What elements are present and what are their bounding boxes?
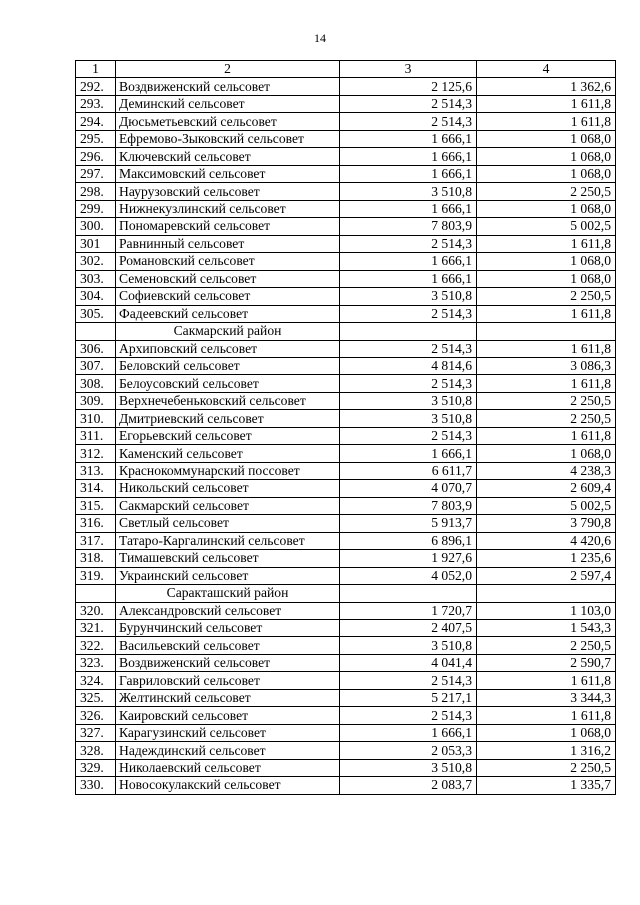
row-name: Нижнекузлинский сельсовет [116,200,340,217]
column-header: 1 [76,61,116,78]
row-value-col3: 2 083,7 [340,777,477,794]
table-row [76,305,616,322]
row-name: Новосокулакский сельсовет [116,777,340,794]
row-number: 327. [76,724,116,741]
table-row [76,445,616,462]
row-value-col4: 2 250,5 [477,759,616,776]
row-value-col3: 2 514,3 [340,113,477,130]
data-table [75,60,616,795]
row-name: Воздвиженский сельсовет [116,654,340,671]
row-number: 325. [76,689,116,706]
row-value-col4: 3 086,3 [477,357,616,374]
row-value-col4: 2 590,7 [477,654,616,671]
table-row [76,200,616,217]
row-name: Александровский сельсовет [116,602,340,619]
table-row [76,759,616,776]
row-value-col3: 5 913,7 [340,515,477,532]
row-value-col4: 4 238,3 [477,462,616,479]
row-value-col3: 1 666,1 [340,130,477,147]
row-value-col3: 1 666,1 [340,148,477,165]
row-value-col4: 1 235,6 [477,550,616,567]
row-name: Равнинный сельсовет [116,235,340,252]
section-row [76,323,616,340]
row-value-col4: 1 068,0 [477,724,616,741]
row-number: 295. [76,130,116,147]
row-value-col4: 1 611,8 [477,375,616,392]
row-value-col3: 2 514,3 [340,427,477,444]
row-number: 321. [76,620,116,637]
row-value-col3: 3 510,8 [340,410,477,427]
row-name: Архиповский сельсовет [116,340,340,357]
row-value-col4: 2 250,5 [477,637,616,654]
row-value-col3: 1 666,1 [340,253,477,270]
row-value-col4: 1 611,8 [477,427,616,444]
row-value-col4: 2 250,5 [477,183,616,200]
row-number: 299. [76,200,116,217]
row-value-col4: 2 597,4 [477,567,616,584]
row-number: 301 [76,235,116,252]
row-name: Васильевский сельсовет [116,637,340,654]
row-value-col4: 4 420,6 [477,532,616,549]
row-value-col3: 1 666,1 [340,724,477,741]
row-value-col4: 3 790,8 [477,515,616,532]
row-value-col4: 1 611,8 [477,235,616,252]
table-row [76,672,616,689]
table-body [76,61,616,795]
row-value-col4: 1 611,8 [477,340,616,357]
table-cell [477,323,616,340]
row-value-col4: 1 611,8 [477,672,616,689]
table-row [76,567,616,584]
row-value-col3: 2 125,6 [340,78,477,95]
row-value-col4: 2 250,5 [477,288,616,305]
row-name: Деминский сельсовет [116,95,340,112]
table-row [76,375,616,392]
row-value-col3: 3 510,8 [340,392,477,409]
row-value-col4: 1 068,0 [477,253,616,270]
row-name: Дюсьметьевский сельсовет [116,113,340,130]
row-number: 309. [76,392,116,409]
table-row [76,515,616,532]
table-row [76,654,616,671]
row-value-col3: 1 666,1 [340,270,477,287]
table-row [76,253,616,270]
row-value-col4: 1 068,0 [477,200,616,217]
row-value-col3: 4 041,4 [340,654,477,671]
page-number: 14 [314,31,326,45]
table-row [76,707,616,724]
row-value-col3: 5 217,1 [340,689,477,706]
row-value-col4: 1 103,0 [477,602,616,619]
row-name: Ефремово-Зыковский сельсовет [116,130,340,147]
row-number: 302. [76,253,116,270]
row-value-col3: 2 514,3 [340,235,477,252]
section-row [76,585,616,602]
row-name: Беловский сельсовет [116,357,340,374]
row-number: 324. [76,672,116,689]
row-value-col3: 4 814,6 [340,357,477,374]
row-number: 298. [76,183,116,200]
row-name: Наурузовский сельсовет [116,183,340,200]
table-row [76,480,616,497]
table-row [76,183,616,200]
row-name: Каменский сельсовет [116,445,340,462]
row-value-col4: 3 344,3 [477,689,616,706]
row-value-col3: 7 803,9 [340,497,477,514]
table-row [76,724,616,741]
row-value-col3: 3 510,8 [340,183,477,200]
row-number: 310. [76,410,116,427]
row-value-col4: 1 068,0 [477,270,616,287]
table-row [76,235,616,252]
table-row [76,165,616,182]
row-name: Гавриловский сельсовет [116,672,340,689]
row-name: Семеновский сельсовет [116,270,340,287]
row-number: 326. [76,707,116,724]
row-value-col3: 2 053,3 [340,742,477,759]
table-row [76,340,616,357]
row-value-col4: 1 068,0 [477,165,616,182]
table-row [76,689,616,706]
row-value-col3: 1 666,1 [340,445,477,462]
row-number: 330. [76,777,116,794]
row-name: Николаевский сельсовет [116,759,340,776]
row-name: Краснокоммунарский поссовет [116,462,340,479]
table-row [76,497,616,514]
table-row [76,777,616,794]
row-name: Каировский сельсовет [116,707,340,724]
table-cell [477,585,616,602]
row-name: Светлый сельсовет [116,515,340,532]
row-name: Тимашевский сельсовет [116,550,340,567]
row-number: 318. [76,550,116,567]
row-value-col4: 5 002,5 [477,218,616,235]
row-number: 292. [76,78,116,95]
table-row [76,637,616,654]
row-name: Дмитриевский сельсовет [116,410,340,427]
row-value-col3: 2 514,3 [340,672,477,689]
row-number: 320. [76,602,116,619]
row-value-col3: 3 510,8 [340,288,477,305]
row-value-col3: 3 510,8 [340,759,477,776]
row-value-col3: 4 052,0 [340,567,477,584]
row-value-col4: 1 068,0 [477,148,616,165]
row-number: 323. [76,654,116,671]
table-row [76,602,616,619]
table-row [76,410,616,427]
row-name: Романовский сельсовет [116,253,340,270]
row-value-col3: 2 514,3 [340,340,477,357]
row-value-col4: 1 316,2 [477,742,616,759]
table-row [76,462,616,479]
row-value-col3: 2 514,3 [340,375,477,392]
row-name: Егорьевский сельсовет [116,427,340,444]
row-name: Никольский сельсовет [116,480,340,497]
row-value-col3: 2 514,3 [340,305,477,322]
row-value-col3: 1 927,6 [340,550,477,567]
row-value-col4: 1 611,8 [477,305,616,322]
row-value-col3: 2 514,3 [340,95,477,112]
table-row [76,288,616,305]
row-number: 297. [76,165,116,182]
row-name: Ключевский сельсовет [116,148,340,165]
row-value-col3: 6 611,7 [340,462,477,479]
table-row [76,148,616,165]
table-cell [340,585,477,602]
table-row [76,620,616,637]
row-value-col3: 6 896,1 [340,532,477,549]
row-value-col4: 1 068,0 [477,130,616,147]
table-row [76,742,616,759]
table-row [76,532,616,549]
row-name: Фадеевский сельсовет [116,305,340,322]
row-value-col3: 1 666,1 [340,200,477,217]
row-number: 300. [76,218,116,235]
row-value-col3: 1 666,1 [340,165,477,182]
row-number: 306. [76,340,116,357]
row-value-col4: 1 611,8 [477,113,616,130]
table-row [76,427,616,444]
table-row [76,130,616,147]
column-header: 4 [477,61,616,78]
row-name: Желтинский сельсовет [116,689,340,706]
column-header: 3 [340,61,477,78]
row-value-col4: 1 611,8 [477,707,616,724]
table-cell [76,585,116,602]
row-name: Воздвиженский сельсовет [116,78,340,95]
table-cell [340,323,477,340]
table-row [76,550,616,567]
table-row [76,357,616,374]
row-value-col4: 1 611,8 [477,95,616,112]
row-name: Бурунчинский сельсовет [116,620,340,637]
column-header: 2 [116,61,340,78]
row-name: Верхнечебеньковский сельсовет [116,392,340,409]
row-number: 293. [76,95,116,112]
row-value-col4: 1 543,3 [477,620,616,637]
table-row [76,270,616,287]
table-header-row [76,61,616,78]
row-value-col4: 1 362,6 [477,78,616,95]
row-number: 312. [76,445,116,462]
row-number: 319. [76,567,116,584]
row-number: 311. [76,427,116,444]
row-name: Максимовский сельсовет [116,165,340,182]
row-number: 308. [76,375,116,392]
row-number: 303. [76,270,116,287]
row-number: 317. [76,532,116,549]
row-number: 314. [76,480,116,497]
row-number: 315. [76,497,116,514]
row-value-col3: 7 803,9 [340,218,477,235]
row-value-col3: 2 407,5 [340,620,477,637]
row-name: Пономаревский сельсовет [116,218,340,235]
row-number: 322. [76,637,116,654]
row-name: Карагузинский сельсовет [116,724,340,741]
row-number: 307. [76,357,116,374]
table-row [76,95,616,112]
row-value-col3: 1 720,7 [340,602,477,619]
table-row [76,218,616,235]
row-name: Украинский сельсовет [116,567,340,584]
row-value-col3: 2 514,3 [340,707,477,724]
table-row [76,78,616,95]
row-value-col3: 3 510,8 [340,637,477,654]
row-value-col4: 2 250,5 [477,392,616,409]
row-value-col4: 2 250,5 [477,410,616,427]
row-number: 329. [76,759,116,776]
row-number: 305. [76,305,116,322]
row-number: 304. [76,288,116,305]
row-value-col4: 2 609,4 [477,480,616,497]
row-name: Софиевский сельсовет [116,288,340,305]
table-cell [76,323,116,340]
row-name: Татаро-Каргалинский сельсовет [116,532,340,549]
row-number: 296. [76,148,116,165]
row-name: Белоусовский сельсовет [116,375,340,392]
table-row [76,113,616,130]
row-value-col4: 5 002,5 [477,497,616,514]
section-title: Сакмарский район [116,323,340,340]
row-name: Надеждинский сельсовет [116,742,340,759]
section-title: Саракташский район [116,585,340,602]
row-value-col4: 1 335,7 [477,777,616,794]
row-name: Сакмарский сельсовет [116,497,340,514]
row-number: 294. [76,113,116,130]
table-row [76,392,616,409]
row-value-col4: 1 068,0 [477,445,616,462]
row-value-col3: 4 070,7 [340,480,477,497]
row-number: 316. [76,515,116,532]
row-number: 328. [76,742,116,759]
row-number: 313. [76,462,116,479]
